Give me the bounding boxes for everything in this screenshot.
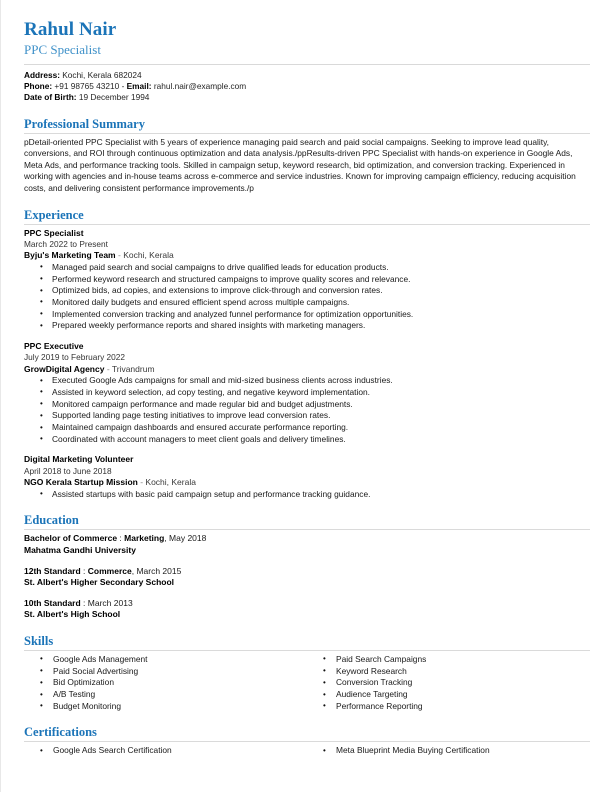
summary-text: pDetail-oriented PPC Specialist with 5 years of experience managing paid search and paid social campaigns. Seeking to improve lead quality, conversions, and ROI through continuous optimization and data analysis./ppResults-driven PPC Specialist with hands-on experience in Google Ads, Meta Ads, and performance tracking tools. Skilled in campaign setup, keyword research, bid optimization, and conversion tracking. Experienced in working with agencies and in-house teams across e-commerce and service industries. Known for improving campaign efficiency, reducing acquisition costs, and delivering consistent performance improvements./p <box>24 136 576 193</box>
section-rule-education <box>24 529 590 530</box>
job-company-line <box>24 364 590 375</box>
education-date: March 2013 <box>87 597 133 608</box>
certifications-column-right <box>307 745 590 757</box>
list-item: • Assisted in keyword selection, ad copy testing, and negative keyword implementation. <box>24 387 590 399</box>
section-certifications <box>24 725 590 757</box>
list-item: • Performed keyword research and structured campaigns to improve quality scores and relevance. <box>24 274 590 286</box>
list-item: • Maintained campaign dashboards and ensured accurate performance reporting. <box>24 422 590 434</box>
contact-phone-email-line <box>24 81 590 92</box>
list-item: • Keyword Research <box>307 666 590 678</box>
certifications-column-left <box>24 745 307 757</box>
list-item: • Bid Optimization <box>24 677 307 689</box>
page-title: Rahul Nair <box>24 19 117 40</box>
section-rule-experience <box>24 224 590 225</box>
certifications-columns <box>24 745 590 757</box>
job-bullet-list <box>24 375 590 445</box>
education-date: , May 2018 <box>164 533 207 544</box>
experience-entry <box>24 341 590 445</box>
job-dates: March 2022 to Present <box>24 238 108 249</box>
job-separator: - <box>115 250 124 261</box>
section-education <box>24 513 590 621</box>
experience-entry <box>24 228 590 332</box>
phone-label: Phone: <box>24 81 53 92</box>
job-bullet-list <box>24 262 590 332</box>
section-title-skills: Skills <box>24 633 54 648</box>
education-entry <box>24 566 590 589</box>
contact-address-line <box>24 70 590 81</box>
list-item: • Assisted startups with basic paid campaign setup and performance tracking guidance. <box>24 489 590 501</box>
list-item: • A/B Testing <box>24 689 307 701</box>
job-company: NGO Kerala Startup Mission <box>24 477 138 488</box>
skills-list-left <box>24 654 307 713</box>
list-item: • Optimized bids, ad copies, and extensions to improve click-through and conversion rates. <box>24 285 590 297</box>
header-job-title: PPC Specialist <box>24 42 101 57</box>
list-item: • Implemented conversion tracking and analyzed funnel performance for optimization opportunities. <box>24 309 590 321</box>
list-item: • Meta Blueprint Media Buying Certification <box>307 745 590 757</box>
job-location: Trivandrum <box>111 363 155 374</box>
education-degree: 12th Standard <box>24 565 81 576</box>
job-bullet-list <box>24 489 590 501</box>
section-title-certifications: Certifications <box>24 725 97 740</box>
education-degree: Bachelor of Commerce <box>24 533 118 544</box>
skills-list-right <box>307 654 590 713</box>
education-degree-line <box>24 598 590 610</box>
list-item: • Performance Reporting <box>307 701 590 713</box>
list-item: • Monitored campaign performance and made regular bid and budget adjustments. <box>24 399 590 411</box>
section-title-experience: Experience <box>24 207 84 222</box>
education-degree-line <box>24 533 590 545</box>
list-item: • Supported landing page testing initiatives to improve lead conversion rates. <box>24 410 590 422</box>
education-major: Commerce <box>87 565 132 576</box>
section-rule-certifications <box>24 741 590 742</box>
job-location: Kochi, Kerala <box>145 477 196 488</box>
section-experience <box>24 208 590 501</box>
education-entry <box>24 598 590 621</box>
job-separator: - <box>104 363 112 374</box>
list-item: • Budget Monitoring <box>24 701 307 713</box>
list-item: • Conversion Tracking <box>307 677 590 689</box>
job-company: Byju's Marketing Team <box>24 250 116 261</box>
dob-value: 19 December 1994 <box>76 92 150 103</box>
list-item: • Google Ads Search Certification <box>24 745 307 757</box>
list-item: • Paid Social Advertising <box>24 666 307 678</box>
list-item: • Paid Search Campaigns <box>307 654 590 666</box>
section-skills <box>24 634 590 713</box>
address-value: Kochi, Kerala 682024 <box>59 70 142 80</box>
resume-header <box>24 19 590 104</box>
job-company-line <box>24 477 590 488</box>
job-role: PPC Specialist <box>24 227 84 238</box>
certifications-list-right <box>307 745 590 757</box>
contact-dob-line <box>24 92 590 103</box>
job-separator: - <box>137 477 146 488</box>
job-company-line <box>24 250 590 261</box>
email-label: Email: <box>126 81 152 92</box>
list-item: • Executed Google Ads campaigns for small and mid-sized business clients across industries. <box>24 375 590 387</box>
education-colon: : <box>117 533 125 544</box>
education-major: Marketing <box>124 533 165 544</box>
list-item: • Prepared weekly performance reports and shared insights with marketing managers. <box>24 320 590 332</box>
education-date: , March 2015 <box>131 565 182 576</box>
education-entry <box>24 533 590 556</box>
list-item: • Audience Targeting <box>307 689 590 701</box>
section-rule-summary <box>24 133 590 134</box>
job-role: Digital Marketing Volunteer <box>24 454 134 465</box>
job-dates: July 2019 to February 2022 <box>24 352 126 363</box>
certifications-list-left <box>24 745 307 757</box>
job-location: Kochi, Kerala <box>123 250 174 261</box>
education-school: St. Albert's Higher Secondary School <box>24 577 175 588</box>
education-colon: : <box>80 565 88 576</box>
education-school: Mahatma Gandhi University <box>24 544 136 555</box>
job-role: PPC Executive <box>24 341 84 352</box>
job-dates: April 2018 to June 2018 <box>24 465 112 476</box>
list-item: • Managed paid search and social campaigns to drive qualified leads for education products. <box>24 262 590 274</box>
email-value: rahul.nair@example.com <box>151 81 247 92</box>
list-item: • Monitored daily budgets and ensured efficient spend across multiple campaigns. <box>24 297 590 309</box>
skills-column-left <box>24 654 307 713</box>
education-degree: 10th Standard <box>24 597 81 608</box>
section-title-education: Education <box>24 513 79 528</box>
skills-column-right <box>307 654 590 713</box>
skills-columns <box>24 654 590 713</box>
education-school: St. Albert's High School <box>24 609 121 620</box>
list-item: • Coordinated with account managers to meet client goals and delivery timelines. <box>24 434 590 446</box>
job-company: GrowDigital Agency <box>24 363 105 374</box>
address-label: Address: <box>24 70 60 80</box>
education-colon: : <box>80 597 88 608</box>
section-rule-skills <box>24 650 590 651</box>
list-item: • Google Ads Management <box>24 654 307 666</box>
phone-value: +91 98765 43210 - <box>52 81 127 92</box>
section-professional-summary <box>24 117 590 195</box>
header-divider <box>24 64 590 65</box>
education-degree-line <box>24 566 590 578</box>
section-title-summary: Professional Summary <box>24 116 145 131</box>
contact-block <box>24 70 590 104</box>
experience-entry <box>24 454 590 500</box>
dob-label: Date of Birth: <box>24 92 77 103</box>
